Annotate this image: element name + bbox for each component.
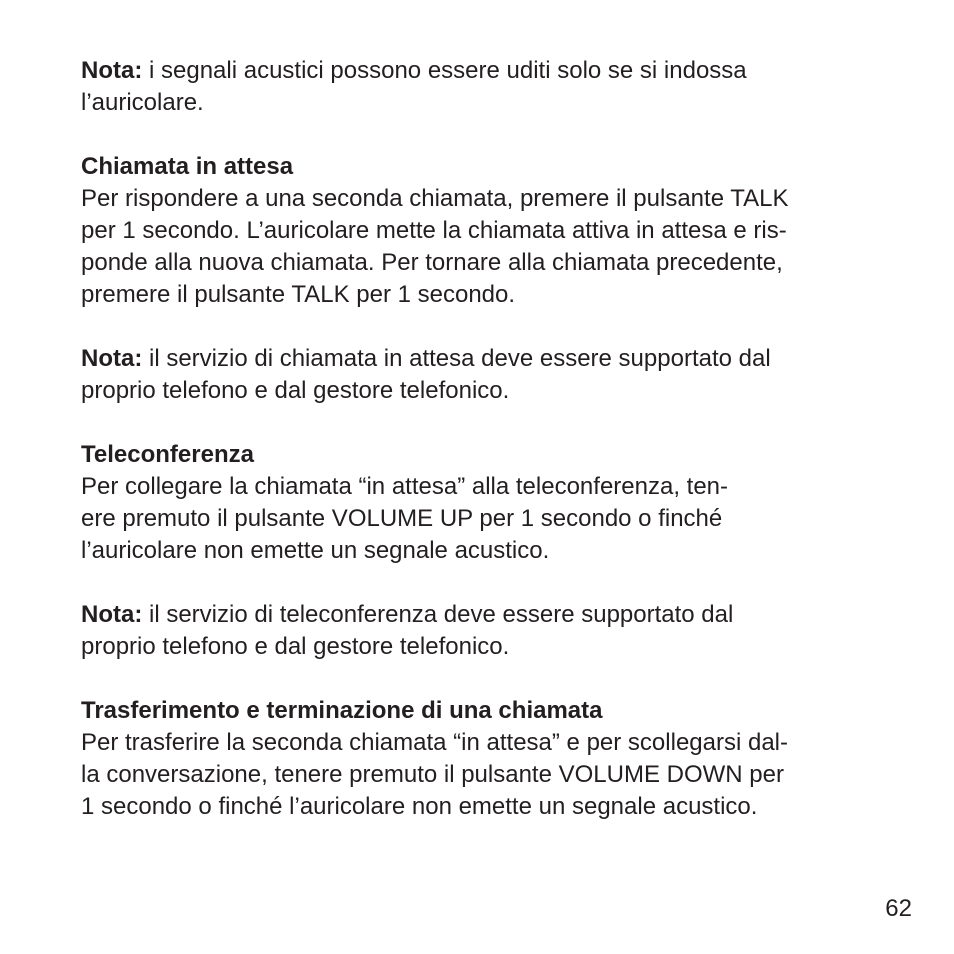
body-text-line: ponde alla nuova chiamata. Per tornare alla chiamata precedente, xyxy=(81,249,783,276)
paragraph-gap xyxy=(81,567,881,599)
note-paragraph xyxy=(81,343,881,375)
page-number: 62 xyxy=(885,895,912,922)
note-text-line: l’auricolare. xyxy=(81,89,204,116)
note-paragraph xyxy=(81,55,881,87)
note-text: il servizio di chiamata in attesa deve essere supportato dal xyxy=(142,345,771,372)
note-text: il servizio di teleconferenza deve essere supportato dal xyxy=(142,601,734,628)
paragraph-gap xyxy=(81,407,881,439)
section-heading-conference: Teleconferenza xyxy=(81,441,254,468)
body-text-line: Per collegare la chiamata “in attesa” alla teleconferenza, ten- xyxy=(81,473,729,500)
body-text-line: Per rispondere a una seconda chiamata, premere il pulsante TALK xyxy=(81,185,789,212)
body-text-line: ere premuto il pulsante VOLUME UP per 1 secondo o finché xyxy=(81,505,723,532)
paragraph-gap xyxy=(81,119,881,151)
note-label: Nota: xyxy=(81,601,143,628)
paragraph-gap xyxy=(81,663,881,695)
body-text-line: Per trasferire la seconda chiamata “in attesa” e per scollegarsi dal- xyxy=(81,729,788,756)
note-paragraph xyxy=(81,599,881,631)
section-heading-call-waiting: Chiamata in attesa xyxy=(81,153,294,180)
section-heading-transfer: Trasferimento e terminazione di una chiamata xyxy=(81,697,603,724)
paragraph-gap xyxy=(81,311,881,343)
note-text-line: proprio telefono e dal gestore telefonico. xyxy=(81,377,510,404)
note-text: i segnali acustici possono essere uditi solo se si indossa xyxy=(142,57,747,84)
document-body xyxy=(81,55,881,823)
note-label: Nota: xyxy=(81,345,143,372)
body-text-line: l’auricolare non emette un segnale acustico. xyxy=(81,537,550,564)
body-text-line: per 1 secondo. L’auricolare mette la chiamata attiva in attesa e ris- xyxy=(81,217,787,244)
body-text-line: premere il pulsante TALK per 1 secondo. xyxy=(81,281,516,308)
note-text-line: proprio telefono e dal gestore telefonico. xyxy=(81,633,510,660)
note-label: Nota: xyxy=(81,57,143,84)
body-text-line: la conversazione, tenere premuto il pulsante VOLUME DOWN per xyxy=(81,761,784,788)
body-text-line: 1 secondo o finché l’auricolare non emette un segnale acustico. xyxy=(81,793,758,820)
